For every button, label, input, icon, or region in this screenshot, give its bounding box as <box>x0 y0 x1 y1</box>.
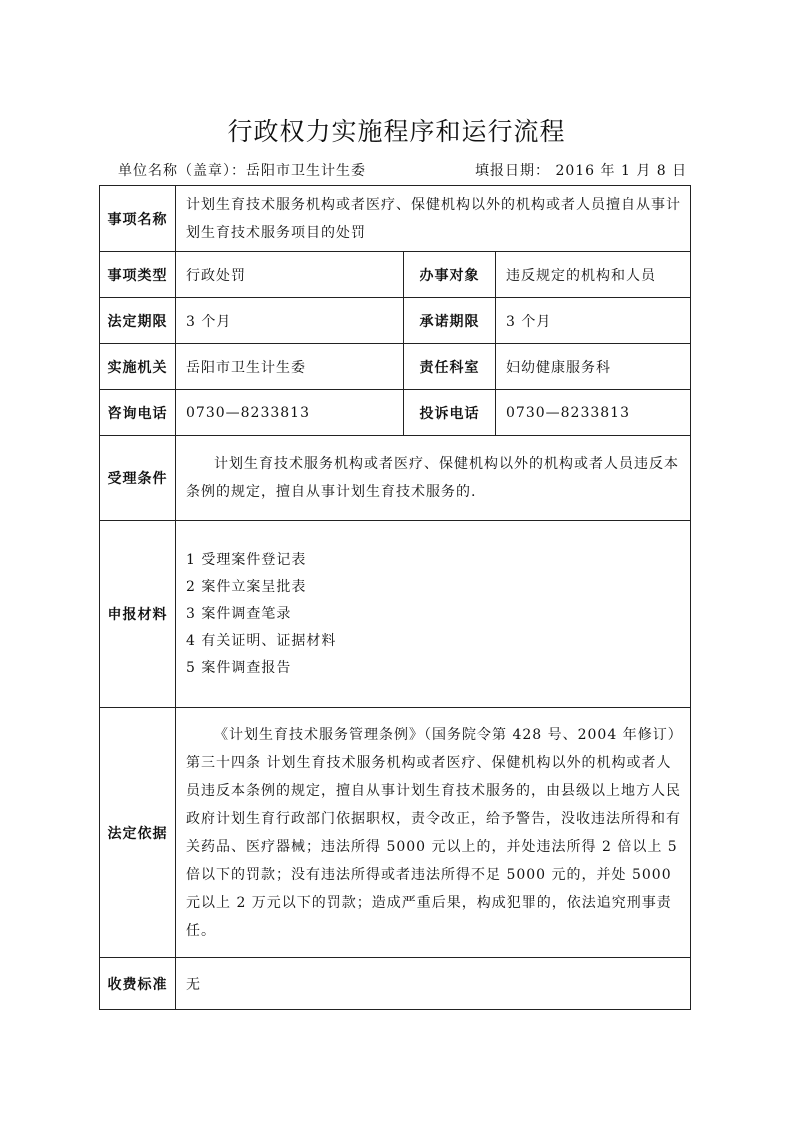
department-value: 妇幼健康服务科 <box>496 344 691 390</box>
row-item-type <box>100 252 691 298</box>
materials-list <box>176 521 691 708</box>
row-agency <box>100 344 691 390</box>
materials-item: 2 案件立案呈批表 <box>186 578 307 595</box>
department-label: 责任科室 <box>404 344 496 390</box>
legal-period-value: 3 个月 <box>176 298 404 344</box>
materials-item: 5 案件调查报告 <box>186 659 292 676</box>
info-table <box>99 185 691 1010</box>
consult-phone-value: 0730—8233813 <box>176 390 404 436</box>
row-materials <box>100 521 691 708</box>
materials-item: 4 有关证明、证据材料 <box>186 632 337 649</box>
legal-basis-value: 《计划生育技术服务管理条例》（国务院令第 428 号、2004 年修订）第三十四条 计划生育技术服务机构或者医疗、保健机构以外的机构或者人员违反本条例的规定，擅自从事计划生育技术服务的，由县级以上地方人民政府计划生育行政部门依据职权，责令改正，给予警告，没收违法所得和有关药品、医疗器械；违法所得 5000 元以上的，并处违法所得 2 倍以上 5 倍以下的罚款；没有违法所得或者违法所得不足 5000 元的，并处 5000 元以上 2 万元以下的罚款；造成严重后果，构成犯罪的，依法追究刑事责任。 <box>176 708 691 958</box>
fee-label: 收费标准 <box>100 958 176 1010</box>
item-type-value: 行政处罚 <box>176 252 404 298</box>
materials-item: 1 受理案件登记表 <box>186 551 307 568</box>
row-fee <box>100 958 691 1010</box>
complaint-phone-label: 投诉电话 <box>404 390 496 436</box>
complaint-phone-value: 0730—8233813 <box>496 390 691 436</box>
agency-label: 实施机关 <box>100 344 176 390</box>
item-name-value: 计划生育技术服务机构或者医疗、保健机构以外的机构或者人员擅自从事计划生育技术服务项目的处罚 <box>176 186 691 252</box>
row-period <box>100 298 691 344</box>
target-label: 办事对象 <box>404 252 496 298</box>
row-item-name <box>100 186 691 252</box>
legal-basis-label: 法定依据 <box>100 708 176 958</box>
item-type-label: 事项类型 <box>100 252 176 298</box>
row-legal-basis <box>100 708 691 958</box>
legal-period-label: 法定期限 <box>100 298 176 344</box>
promised-period-label: 承诺期限 <box>404 298 496 344</box>
acceptance-value: 计划生育技术服务机构或者医疗、保健机构以外的机构或者人员违反本条例的规定，擅自从事计划生育技术服务的. <box>176 436 691 521</box>
fee-value: 无 <box>176 958 691 1010</box>
consult-phone-label: 咨询电话 <box>100 390 176 436</box>
fill-date: 填报日期： 2016 年 1 月 8 日 <box>475 163 688 179</box>
materials-label: 申报材料 <box>100 521 176 708</box>
target-value: 违反规定的机构和人员 <box>496 252 691 298</box>
document-title: 行政权力实施程序和运行流程 <box>227 117 566 146</box>
materials-item: 3 案件调查笔录 <box>186 605 292 622</box>
unit-name: 单位名称（盖章）：岳阳市卫生计生委 <box>118 163 366 179</box>
row-phone <box>100 390 691 436</box>
acceptance-label: 受理条件 <box>100 436 176 521</box>
promised-period-value: 3 个月 <box>496 298 691 344</box>
row-acceptance <box>100 436 691 521</box>
item-name-label: 事项名称 <box>100 186 176 252</box>
agency-value: 岳阳市卫生计生委 <box>176 344 404 390</box>
